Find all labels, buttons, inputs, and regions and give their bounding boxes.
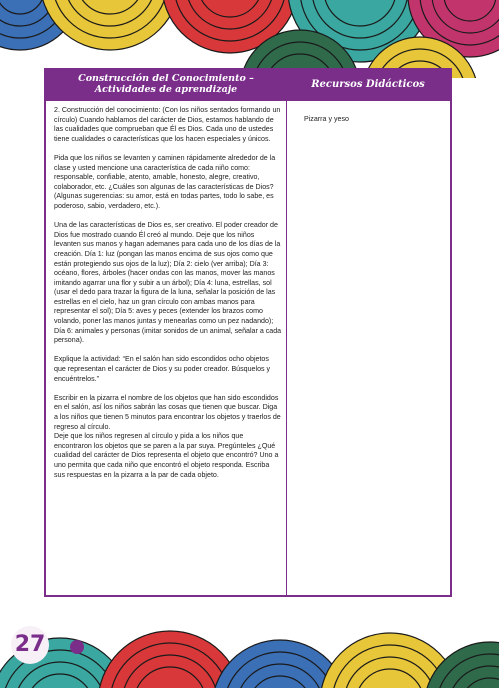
- top-decorative-waves: [0, 0, 499, 78]
- header-divider: [46, 100, 450, 101]
- table-header: [46, 70, 450, 100]
- resources-column: Pizarra y yeso: [304, 115, 349, 123]
- paragraph-explain-activity: Explique la actividad: “En el salón han sido escondidos ocho objetos que representan el carácter de Dios y su poder creador. Búsquelos y encuéntrelos.”: [54, 355, 271, 383]
- paragraph-characteristics: Pida que los niños se levanten y caminen rápidamente alrededor de la clase y usted mencione una característica de cada niño como: responsable, confiable, atento, amable, honesto, alegre, creativo, colaborador, etc. ¿Cuáles son algunas de las características de Dios? (Algunas sugerencias: su amor, está en todas partes, todo lo sabe, es poderoso, sabio, verdadero, etc.).: [54, 153, 276, 210]
- page-number: 27: [11, 626, 49, 664]
- header-resources: Recursos Didácticos: [311, 79, 425, 90]
- paragraph-creation-days: Una de las características de Dios es, ser creativo. El poder creador de Dios fue mostrado cuando Él creó al mundo. Deje que los niños levanten sus manos y hagan ademanes para cada uno de los días de la creación. Día 1: luz (pongan las manos encima de sus ojos como que están protegiendo sus ojos de la luz); Día 2: cielo (ver arriba); Día 3: océano, flores, árboles (hacer ondas con las manos, mover las manos imitando agarrar una flor y subir a un árbol); Día 4: luna, estrellas, sol (usar el dedo para trazar la figura de la luna, señalar la posición de las estrellas en el cielo, haz un gran círculo con ambas manos para representar el sol); Día 5: aves y peces (extender los brazos como volando, poner las manos juntas y menearlas como un pez nadando); Día 6: animales y personas (imitar sonidos de un animal, señalar a cada persona).: [54, 221, 282, 345]
- paragraph-construction: 2. Construcción del conocimiento: (Con los niños sentados formando un círculo) Cuando hablamos del carácter de Dios, estamos hablando de las cualidades que comprueban que Él es Dios. Cada uno de ustedes tiene cualidades o características que los hacen especiales y únicos.: [54, 106, 281, 143]
- header-left-line2: Actividades de aprendizaje: [94, 83, 238, 95]
- activity-table: [44, 68, 452, 597]
- activities-column: [54, 106, 282, 490]
- header-left-line1: Construcción del Conocimiento –: [78, 73, 254, 84]
- header-knowledge-construction: [46, 70, 286, 100]
- column-divider: [286, 100, 287, 595]
- decorative-dot: [70, 640, 84, 654]
- paragraph-write-board: Escribir en la pizarra el nombre de los objetos que han sido escondidos en el salón, así los niños sabrán las cosas que tienen que buscar. Diga a los niños que tienen 5 minutos para encontrar los objetos y traerlos de regreso al círculo. Deje que los niños regresen al círculo y pida a los niños que encontraron los objetos que se paren a la par suya. Pregúnteles ¿Qué cualidad del carácter de Dios representa el objeto que encontró? Uno a uno permita que cada niño que encontró el objeto responda. Escriba sus respuestas en la pizarra a la par de cada objeto.: [54, 393, 281, 479]
